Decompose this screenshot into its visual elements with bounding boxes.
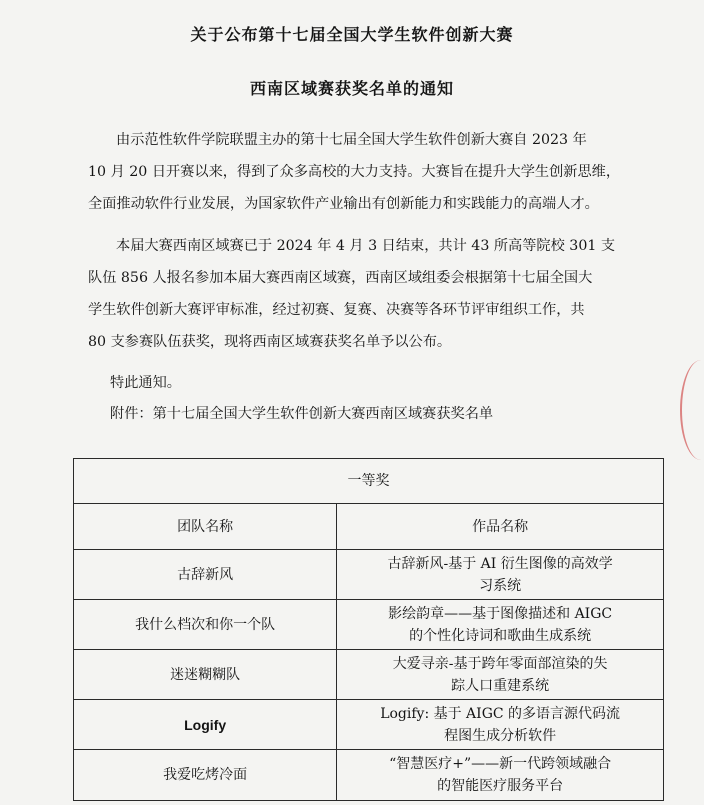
award-table <box>73 458 664 801</box>
column-header-team: 团队名称 <box>74 504 337 550</box>
team-name-cell: 我爱吃烤冷面 <box>74 750 337 801</box>
document-title-line2: 西南区域赛获奖名单的通知 <box>249 79 454 98</box>
paragraph-line: 本届大赛西南区域赛已于 2024 年 4 月 3 日结束，共计 43 所高等院校 301 支 <box>116 238 616 254</box>
team-name-cell: Logify <box>74 700 337 750</box>
paragraph-intro <box>88 124 648 220</box>
work-name-cell <box>337 700 664 750</box>
document-title-line1: 关于公布第十七届全国大学生软件创新大赛 <box>190 25 514 44</box>
work-name-line: 程图生成分析软件 <box>444 727 557 744</box>
work-name-cell <box>337 600 664 650</box>
work-name-line: 影绘韵章——基于图像描述和 AIGC <box>388 605 613 622</box>
paragraph-line: 队伍 856 人报名参加本届大赛西南区域赛，西南区域组委会根据第十七届全国大 <box>88 270 593 286</box>
paragraph-results <box>88 230 648 358</box>
table-row <box>74 750 664 801</box>
team-name-cell: 古辞新风 <box>74 550 337 600</box>
work-name-line: 的个性化诗词和歌曲生成系统 <box>409 627 592 644</box>
work-name-cell <box>337 750 664 801</box>
work-name-line: 踪人口重建系统 <box>451 677 550 694</box>
work-name-line: Logify: 基于 AIGC 的多语言源代码流 <box>380 705 621 722</box>
work-name-cell <box>337 650 664 700</box>
column-header-work: 作品名称 <box>337 504 664 550</box>
paragraph-line: 学生软件创新大赛评审标准，经过初赛、复赛、决赛等各环节评审组织工作，共 <box>88 302 585 318</box>
table-header-row <box>74 504 664 550</box>
work-name-line: 古辞新风-基于 AI 衍生图像的高效学 <box>387 555 613 572</box>
team-name-cell: 我什么档次和你一个队 <box>74 600 337 650</box>
work-name-line: 习系统 <box>479 577 522 594</box>
red-seal-stamp <box>680 360 704 460</box>
paragraph-line: 全面推动软件行业发展，为国家软件产业输出有创新能力和实践能力的高端人才。 <box>88 196 599 212</box>
work-name-line: “智慧医疗+”——新一代跨领域融合 <box>389 756 612 772</box>
paragraph-line: 由示范性软件学院联盟主办的第十七届全国大学生软件创新大赛自 2023 年 <box>116 132 587 148</box>
table-row <box>74 550 664 600</box>
table-row <box>74 700 664 750</box>
paragraph-line: 80 支参赛队伍获奖，现将西南区域赛获奖名单予以公布。 <box>88 334 452 350</box>
award-level-row <box>74 459 664 504</box>
attachment-text: 附件：第十七届全国大学生软件创新大赛西南区域赛获奖名单 <box>110 406 494 422</box>
paragraph-line: 10 月 20 日开赛以来，得到了众多高校的大力支持。大赛旨在提升大学生创新思维， <box>88 164 621 180</box>
work-name-cell <box>337 550 664 600</box>
table-row <box>74 600 664 650</box>
work-name-line: 大爱寻亲-基于跨年零面部渲染的失 <box>392 655 608 672</box>
work-name-line: 的智能医疗服务平台 <box>437 778 564 794</box>
team-name-cell: 迷迷糊糊队 <box>74 650 337 700</box>
award-level-label: 一等奖 <box>74 459 664 504</box>
notice-text: 特此通知。 <box>110 375 181 391</box>
table-row <box>74 650 664 700</box>
